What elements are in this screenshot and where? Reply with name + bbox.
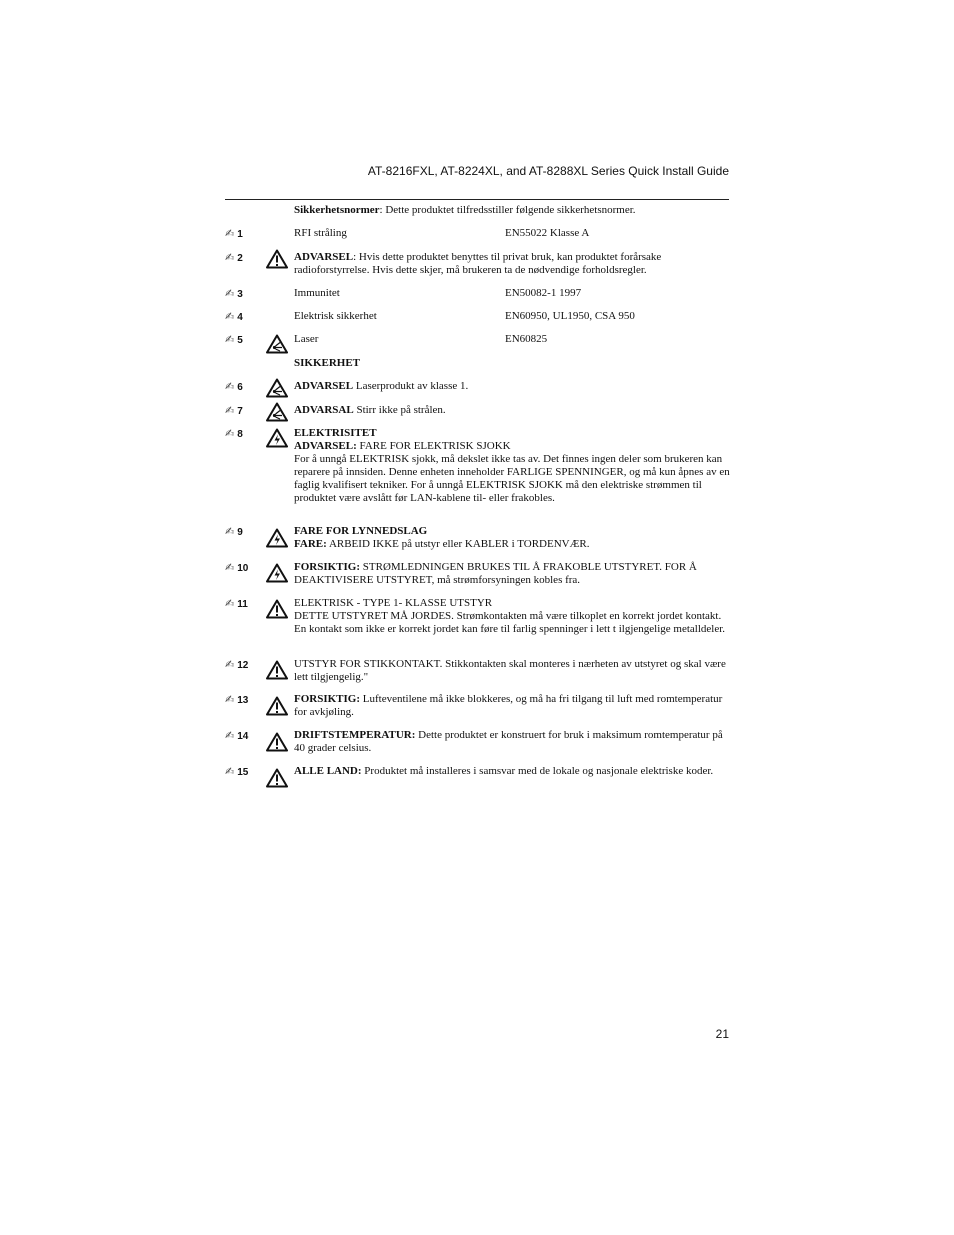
entry-value: EN55022 Klasse A <box>505 227 590 239</box>
warning-exclamation-icon <box>266 660 288 680</box>
pen-icon: ✍ <box>225 693 235 706</box>
intro-text <box>294 204 734 217</box>
entry-value: EN60825 <box>505 333 548 345</box>
entry-number: ✍ 7 <box>225 404 243 417</box>
entry-number: ✍ 9 <box>225 525 243 538</box>
entry-number: ✍ 1 <box>225 227 243 240</box>
entry-number: ✍ 15 <box>225 765 249 778</box>
entry-number: ✍ 5 <box>225 333 243 346</box>
entry-label: Laser <box>294 333 319 345</box>
pen-icon: ✍ <box>225 658 235 671</box>
entry-text: ELEKTRISITET ADVARSEL: FARE FOR ELEKTRISK SJOKK For å unngå ELEKTRISK sjokk, må dekslet ikke tas av. Det finnes ingen deler som brukeren kan reparere på innsiden. Denne enheten inneholder FARLIGE SPENNINGER, og må kun åpnes av en faglig kvalifisert tekniker. For å unngå ELEKTRISK SJOKK må den elektriske strømmen til produktet være avslått før LAN-kablene til- eller frakobles. <box>294 427 730 504</box>
entry-text: FORSIKTIG: STRØMLEDNINGEN BRUKES TIL Å FRAKOBLE UTSTYRET. FOR Å DEAKTIVISERE UTSTYRET, må strømforsyningen kobles fra. <box>294 561 697 586</box>
entry-text: ADVARSEL Laserprodukt av klasse 1. <box>294 380 469 392</box>
section-heading: SIKKERHET <box>294 357 361 369</box>
entry-text: ADVARSAL Stirr ikke på strålen. <box>294 404 446 416</box>
entry-value: EN60950, UL1950, CSA 950 <box>505 310 635 322</box>
warning-exclamation-icon <box>266 249 288 269</box>
entry-number: ✍ 3 <box>225 287 243 300</box>
entry-label: Immunitet <box>294 287 340 299</box>
entry-number: ✍ 12 <box>225 658 249 671</box>
entry-number: ✍ 6 <box>225 380 243 393</box>
running-header: AT-8216FXL, AT-8224XL, and AT-8288XL Series Quick Install Guide <box>367 164 729 178</box>
pen-icon: ✍ <box>225 404 235 417</box>
warning-exclamation-icon <box>266 768 288 788</box>
header-rule <box>225 199 729 200</box>
entry-number: ✍ 14 <box>225 729 249 742</box>
entry-text: ADVARSEL: Hvis dette produktet benyttes til privat bruk, kan produktet forårsake radioforstyrrelse. Hvis dette skjer, må brukeren ta de nødvendige forholdsregler. <box>294 251 662 276</box>
entry-number: ✍ 13 <box>225 693 249 706</box>
pen-icon: ✍ <box>225 427 235 440</box>
pen-icon: ✍ <box>225 310 235 323</box>
entry-text: FORSIKTIG: Lufteventilene må ikke blokkeres, og må ha fri tilgang til luft med romtemperatur for avkjøling. <box>294 693 723 718</box>
entry-number: ✍ 4 <box>225 310 243 323</box>
warning-exclamation-icon <box>266 599 288 619</box>
entry-text: ELEKTRISK - TYPE 1- KLASSE UTSTYR DETTE UTSTYRET MÅ JORDES. Strømkontakten må være tilkoplet en korrekt jordet kontakt. En kontakt som ikke er korrekt jordet kan føre til farlig spenninger i lett t ilgjengelige metalldeler. <box>294 597 726 635</box>
laser-warning-icon <box>266 334 288 354</box>
laser-warning-icon <box>266 402 288 422</box>
page-number: 21 <box>715 1027 729 1041</box>
intro-body: : Dette produktet tilfredsstiller følgende sikkerhetsnormer. <box>379 204 636 216</box>
entry-text: UTSTYR FOR STIKKONTAKT. Stikkontakten skal monteres i nærheten av utstyret og skal være lett tilgjengelig." <box>294 658 726 683</box>
intro-bold: Sikkerhetsnormer <box>294 204 380 216</box>
pen-icon: ✍ <box>225 380 235 393</box>
entry-label: Elektrisk sikkerhet <box>294 310 377 322</box>
entry-number: ✍ 2 <box>225 251 243 264</box>
entry-text: ALLE LAND: Produktet må installeres i samsvar med de lokale og nasjonale elektriske koder. <box>294 765 714 777</box>
electrical-hazard-icon <box>266 428 288 448</box>
pen-icon: ✍ <box>225 333 235 346</box>
pen-icon: ✍ <box>225 287 235 300</box>
warning-exclamation-icon <box>266 696 288 716</box>
pen-icon: ✍ <box>225 227 235 240</box>
entry-label: RFI stråling <box>294 227 347 239</box>
pen-icon: ✍ <box>225 597 235 610</box>
entry-number: ✍ 11 <box>225 597 248 610</box>
pen-icon: ✍ <box>225 525 235 538</box>
lightning-hazard-icon <box>266 528 288 548</box>
electrical-hazard-icon <box>266 563 288 583</box>
entry-text: FARE FOR LYNNEDSLAG FARE: ARBEID IKKE på utstyr eller KABLER i TORDENVÆR. <box>294 525 590 550</box>
pen-icon: ✍ <box>225 251 235 264</box>
entry-number: ✍ 10 <box>225 561 249 574</box>
pen-icon: ✍ <box>225 765 235 778</box>
entry-number: ✍ 8 <box>225 427 243 440</box>
entry-text: DRIFTSTEMPERATUR: Dette produktet er konstruert for bruk i maksimum romtemperatur på 40 grader celsius. <box>294 729 723 754</box>
warning-exclamation-icon <box>266 732 288 752</box>
entry-value: EN50082-1 1997 <box>505 287 582 299</box>
pen-icon: ✍ <box>225 561 235 574</box>
pen-icon: ✍ <box>225 729 235 742</box>
laser-warning-icon <box>266 378 288 398</box>
